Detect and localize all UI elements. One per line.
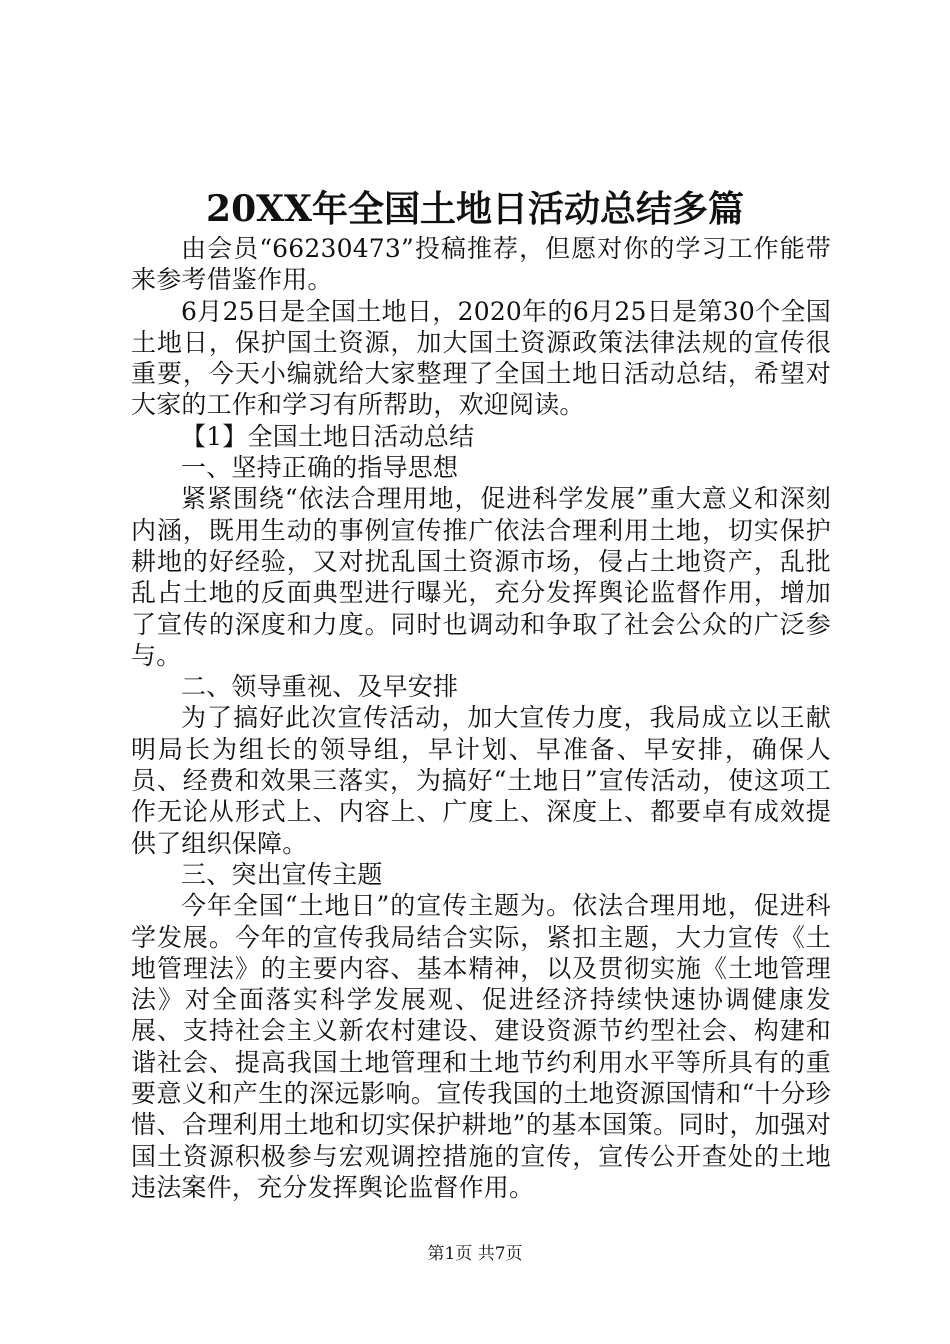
document-title: 20XX年全国土地日活动总结多篇 <box>206 188 744 230</box>
page-number-footer: 第1页 共7页 <box>427 1244 523 1264</box>
subheading-3: 三、突出宣传主题 <box>181 859 383 889</box>
body-paragraph-1: 紧紧围绕“依法合理用地，促进科学发展”重大意义和深刻内涵，既用生动的事例宣传推广依法合理利用土地，切实保护耕地的好经验，又对扰乱国土资源市场，侵占土地资产，乱批乱占土地的反面典型进行曝光，充分发挥舆论监督作用，增加了宣传的深度和力度。同时也调动和争取了社会公众的广泛参与。 <box>131 484 831 670</box>
background-paragraph: 6月25日是全国土地日，2020年的6月25日是第30个全国土地日，保护国土资源，加大国土资源政策法律法规的宣传很重要，今天小编就给大家整理了全国土地日活动总结，希望对大家的工作和学习有所帮助，欢迎阅读。 <box>131 296 831 420</box>
subheading-1: 一、坚持正确的指导思想 <box>181 453 459 483</box>
intro-paragraph: 由会员“66230473”投稿推荐，但愿对你的学习工作能带来参考借鉴作用。 <box>131 234 831 295</box>
body-paragraph-3: 今年全国“土地日”的宣传主题为。依法合理用地，促进科学发展。今年的宣传我局结合实际，紧扣主题，大力宣传《土地管理法》的主要内容、基本精神，以及贯彻实施《土地管理法》对全面落实科学发展观、促进经济持续快速协调健康发展、支持社会主义新农村建设、建设资源节约型社会、构建和谐社会、提高我国土地管理和土地节约利用水平等所具有的重要意义和产生的深远影响。宣传我国的土地资源国情和“十分珍惜、合理利用土地和切实保护耕地”的基本国策。同时，加强对国土资源积极参与宏观调控措施的宣传，宣传公开查处的土地违法案件，充分发挥舆论监督作用。 <box>131 891 831 1202</box>
document-body <box>131 233 831 1203</box>
subheading-2: 二、领导重视、及早安排 <box>181 672 459 702</box>
body-paragraph-2: 为了搞好此次宣传活动，加大宣传力度，我局成立以王献明局长为组长的领导组，早计划、早准备、早安排，确保人员、经费和效果三落实，为搞好“土地日”宣传活动，使这项工作无论从形式上、内容上、广度上、深度上、都要卓有成效提供了组织保障。 <box>131 703 831 858</box>
section-heading: 【1】全国土地日活动总结 <box>181 421 475 451</box>
